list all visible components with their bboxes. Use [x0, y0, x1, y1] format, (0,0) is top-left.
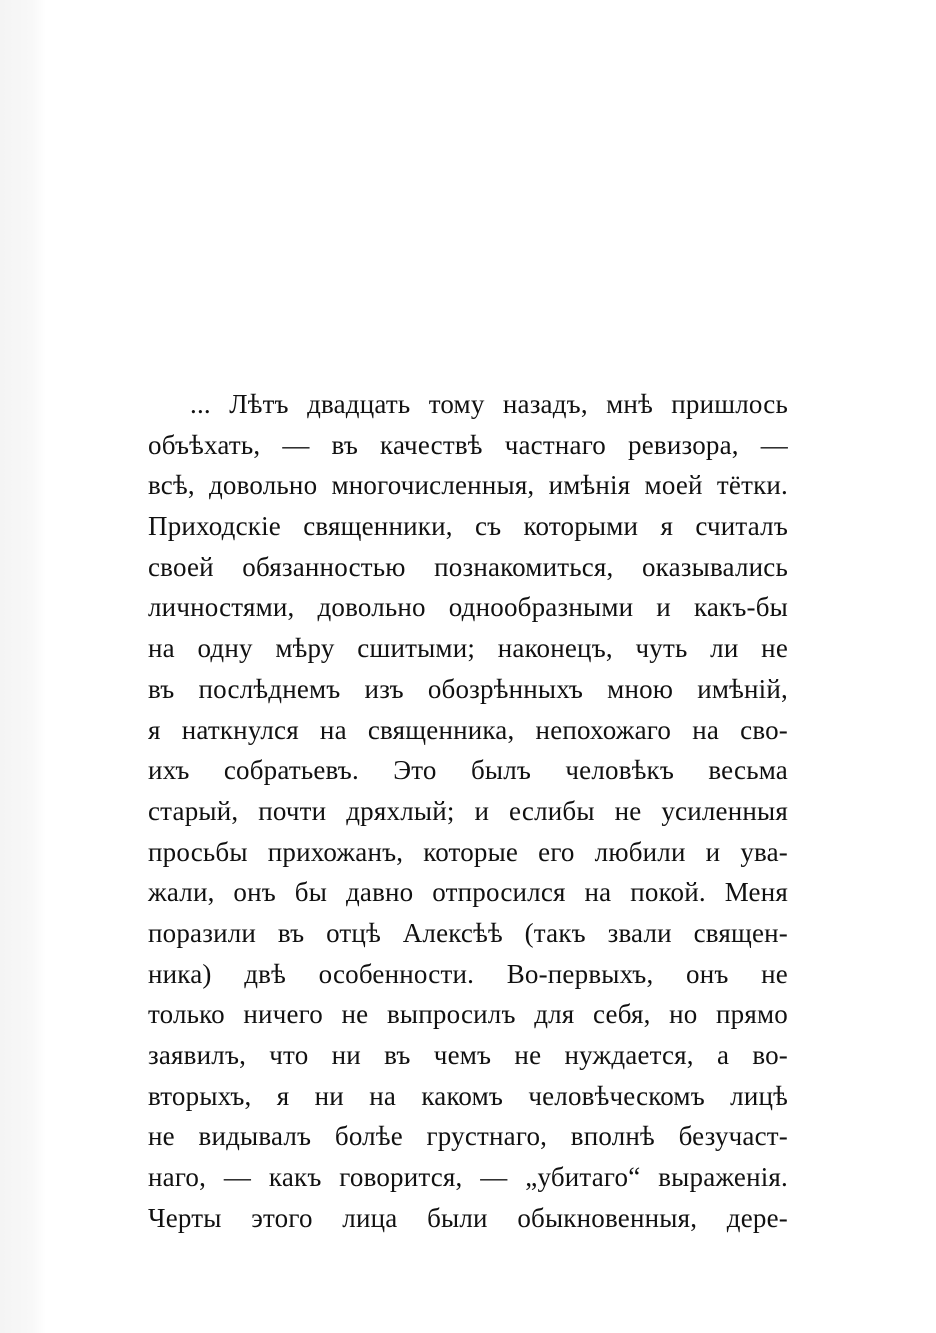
page-gutter-shadow: [0, 0, 46, 1333]
text-line: въ послѣднемъ изъ обозрѣнныхъ мною имѣній,: [148, 673, 788, 704]
text-line: вторыхъ, я ни на какомъ человѣческомъ лицѣ: [148, 1080, 788, 1111]
text-line: Приходскіе священники, съ которыми я считалъ: [148, 511, 788, 542]
text-line: объѣхать, — въ качествѣ частнаго ревизора, —: [148, 429, 788, 460]
text-line: ихъ собратьевъ. Это былъ человѣкъ весьма: [148, 755, 788, 786]
text-line: ника) двѣ особенности. Во-первыхъ, онъ не: [148, 958, 788, 989]
text-line: просьбы прихожанъ, которые его любили и ува-: [148, 836, 788, 867]
text-line: всѣ, довольно многочисленныя, имѣнія моей тётки.: [148, 470, 788, 501]
text-line: на одну мѣру сшитыми; наконецъ, чуть ли не: [148, 633, 788, 664]
body-paragraph: [148, 384, 788, 1238]
text-line: старый, почти дряхлый; и еслибы не усиленныя: [148, 795, 788, 826]
text-line: жали, онъ бы давно отпросился на покой. Меня: [148, 877, 788, 908]
text-line: заявилъ, что ни въ чемъ не нуждается, а во-: [148, 1040, 788, 1070]
text-line: личностями, довольно однообразными и какъ-бы: [148, 592, 788, 623]
text-line: ... Лѣтъ двадцать тому назадъ, мнѣ пришлось: [190, 389, 788, 419]
text-line: наго, — какъ говорится, — „убитаго“ выраженія.: [148, 1162, 788, 1193]
text-line: не видывалъ болѣе грустнаго, вполнѣ безучаст-: [148, 1121, 788, 1152]
text-line: Черты этого лица были обыкновенныя, дере-: [148, 1202, 788, 1233]
text-line: я наткнулся на священника, непохожаго на сво-: [148, 714, 788, 745]
text-line: своей обязанностью познакомиться, оказывались: [148, 551, 788, 582]
text-line: только ничего не выпросилъ для себя, но прямо: [148, 999, 788, 1030]
text-line: поразили въ отцѣ Алексѣѣ (такъ звали священ-: [148, 917, 788, 948]
